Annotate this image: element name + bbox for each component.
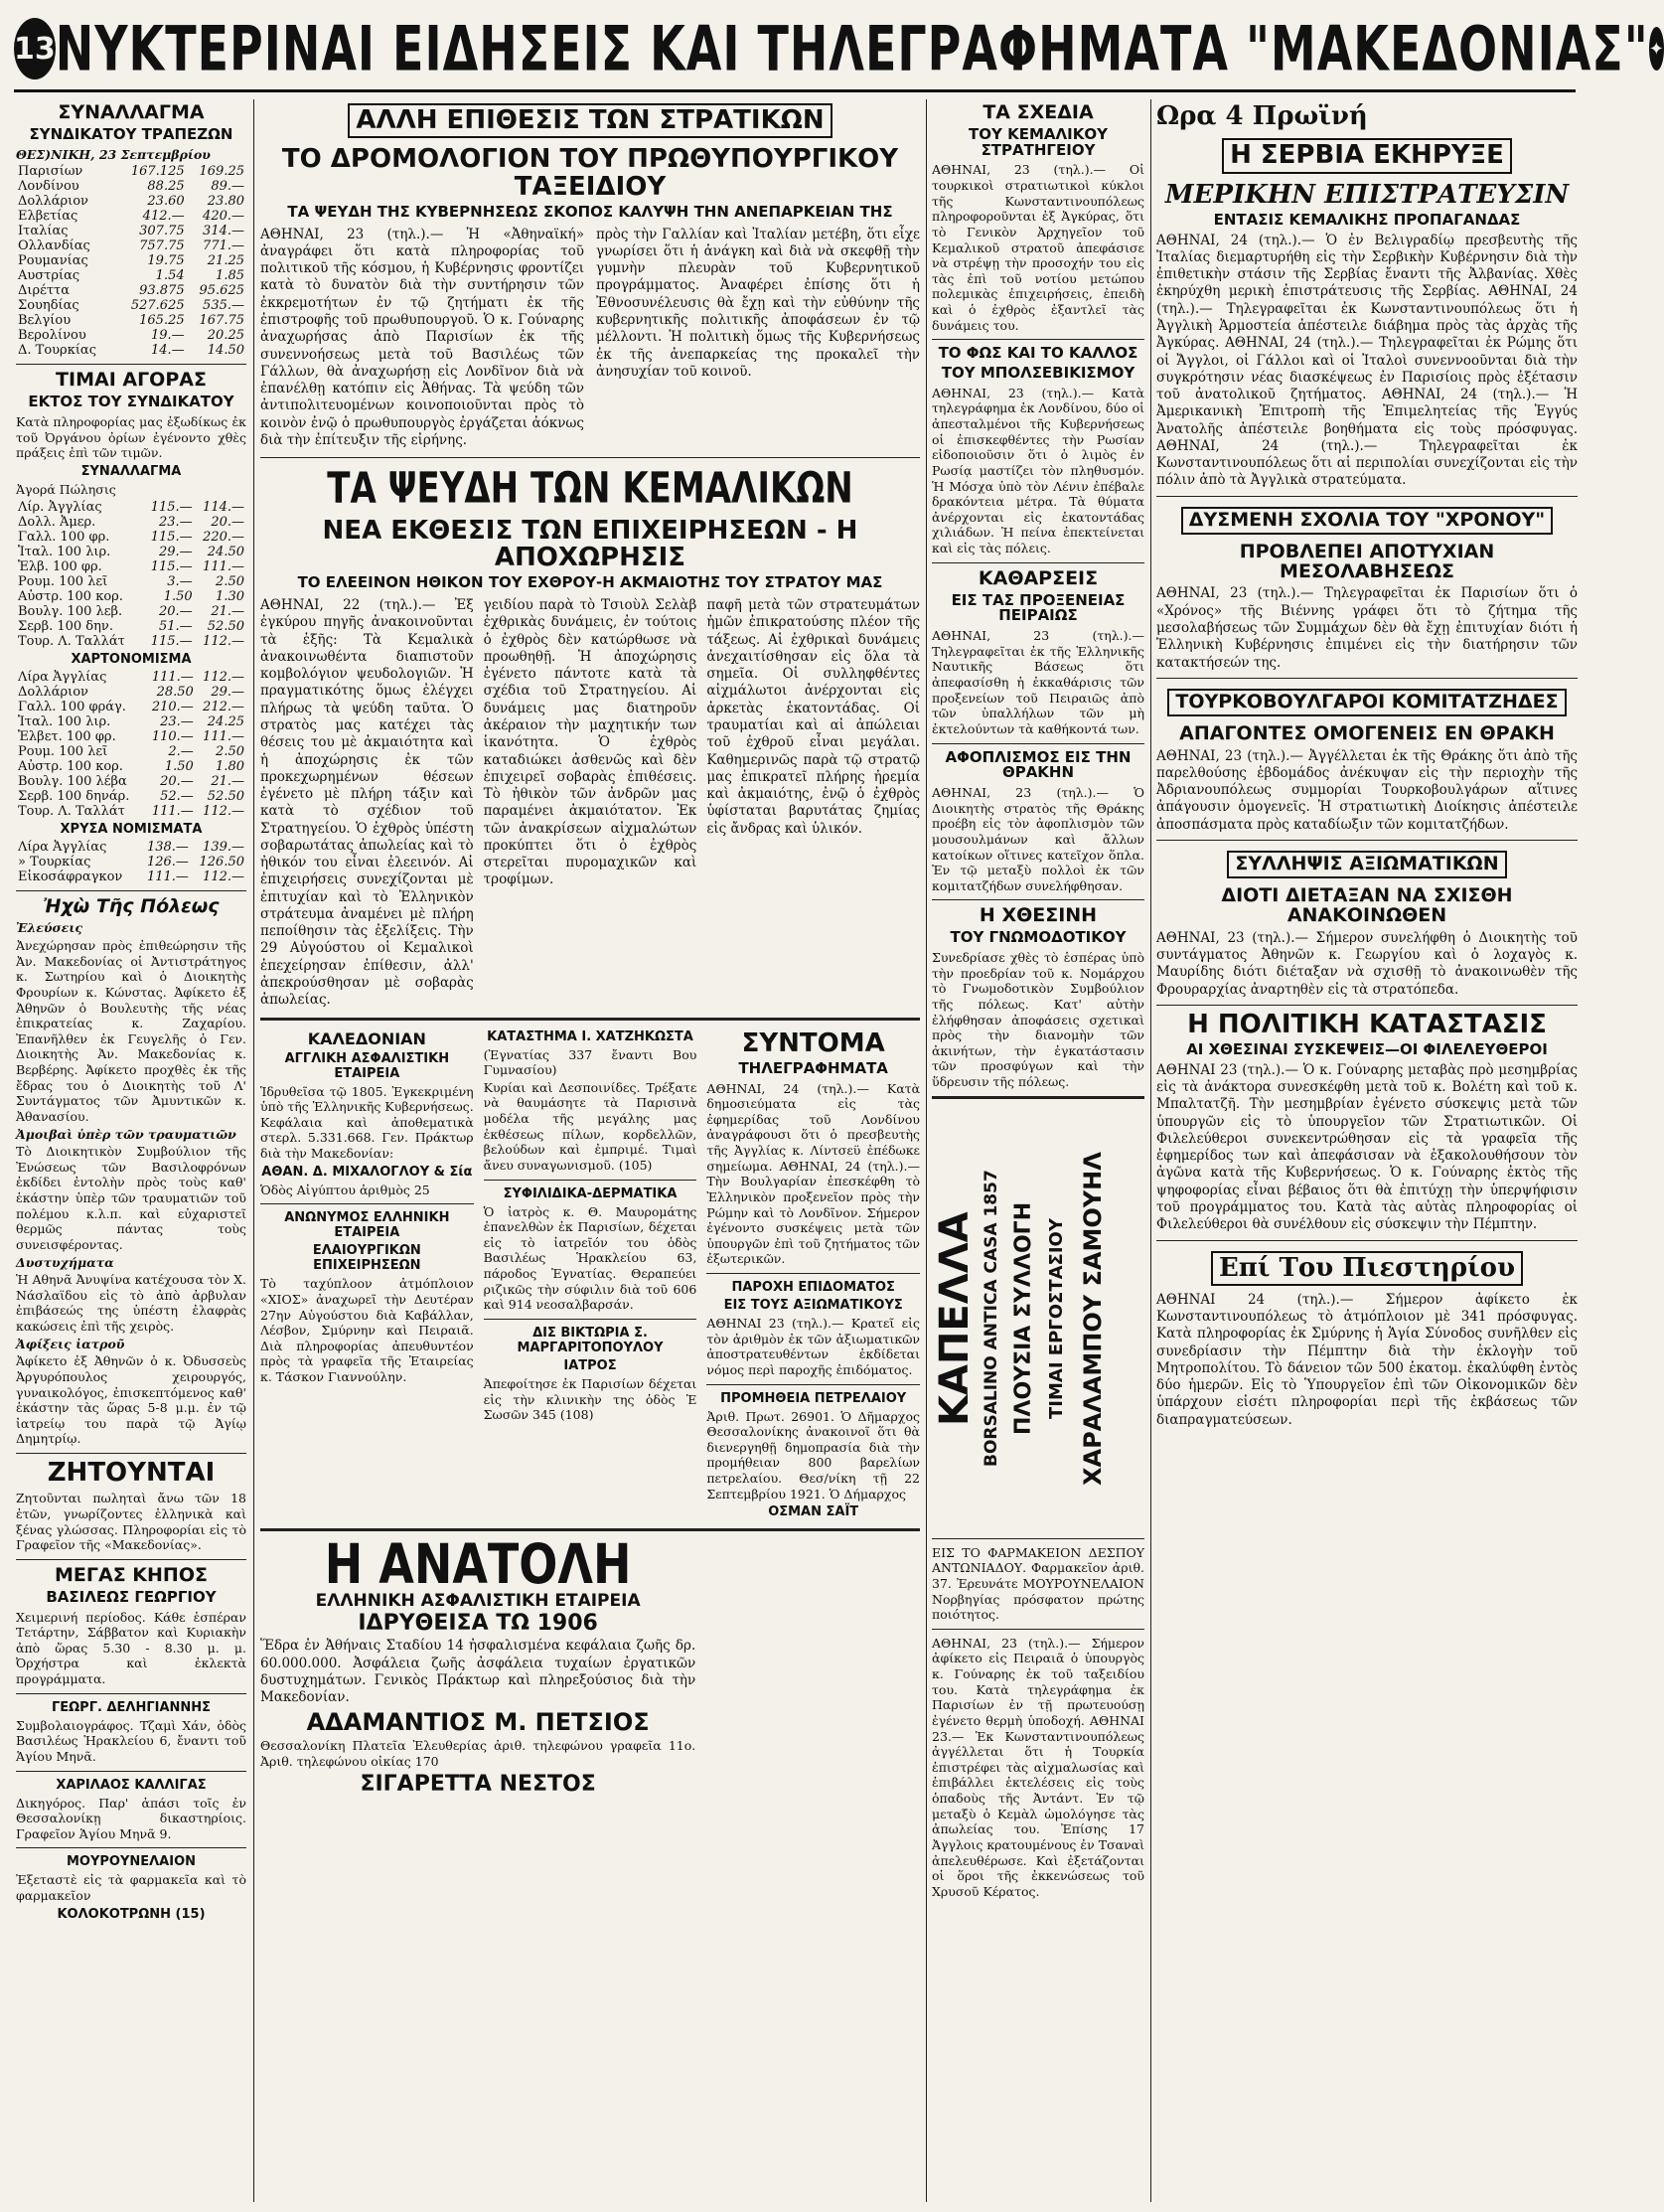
table-row (16, 238, 246, 253)
shop-title: ΚΑΤΑΣΤΗΜΑ Ι. ΧΑΤΖΗΚΩΣΤΑ (487, 1028, 693, 1044)
echo-text1: Ἀνεχώρησαν πρὸς ἐπιθεώρησιν τῆς Ἀν. Μακεδονίας οἱ Ἀντιστράτηγος κ. Σωτηρίου καὶ ὁ Διοικητὴς Φρουρίων κ. Κώνστας. Ἀφίκετο ἐξ Ἀθηνῶν ὁ Βουλευτὴς τῆς νέας ἐπικρατείας κ. Ζαχαρίου. Ἐπανῆλθεν ἐκ Γευγελῆς ὁ Γεν. Διοικητὴς Ἀν. Μακεδονίας κ. Βερβέρης. Ἀφίκετο προχθὲς ἐκ τῆς ἔδρας του ὁ Διοικητὴς τοῦ Λ' Συντάγματος τῶν Ἀμυντικῶν κ. Ἀθανασίου. (16, 938, 246, 1124)
serbia-sub: ΕΝΤΑΣΙΣ ΚΕΜΑΛΙΚΗΣ ΠΡΟΠΑΓΑΝΔΑΣ (1213, 210, 1521, 229)
table-row (16, 268, 246, 283)
hour-title: Ωρα 4 Πρωϊνή (1156, 101, 1368, 131)
rate-label: Λίρ. Ἀγγλίας (18, 499, 102, 515)
rate-value: 21.— (211, 773, 244, 789)
column-right (1156, 99, 1578, 2202)
rate-value: 23.80 (207, 194, 244, 210)
ad2-name: ΧΑΡΙΛΑΟΣ ΚΑΛΛΙΓΑΣ (56, 1777, 207, 1793)
rate-value: 51.— (158, 618, 193, 634)
column-centre (260, 99, 920, 2202)
table-row (16, 530, 246, 545)
oil-title: ΠΡΟΜΗΘΕΙΑ ΠΕΤΡΕΛΑΙΟΥ (720, 1390, 907, 1406)
press-box: Επί Του Πιεστηρίου (1211, 1251, 1523, 1286)
table-row (16, 619, 246, 634)
echo-title: Ἠχὼ Τῆς Πόλεως (43, 894, 220, 917)
table-row (16, 855, 246, 869)
rate-value: 95.625 (199, 283, 244, 299)
rate-value: 23.— (158, 514, 193, 530)
light-title: ΤΟ ΦΩΣ ΚΑΙ ΤΟ ΚΑΛΛΟΣ (938, 344, 1138, 363)
top-article-b: πρὸς τὴν Γαλλίαν καὶ Ἰταλίαν μετέβη, ὅτι εἶχε γνωρίσει ὅτι ἡ ἀνάγκη καὶ διὰ νὰ σκεφθῇ τὴν γυμνὴν πλευρὰν τοῦ Κυβερνητικοῦ προγράμματος. Ἀναφέρει ἐπίσης ὅτι ἡ Ἐθνοσυνέλευσις θὰ ἔχῃ καὶ τὴν εὐθύνην τῆς κυβερνητικῆς πολιτικῆς ἀποφάσεων ἐν τῷ μέλλοντι. Ἡ πολιτικὴ ὅμως τῆς Κυβερνήσεως ἐκ τῆς ἀνεπαρκείας της προκαλεῖ τὴν ἀνησυχίαν τοῦ κοινοῦ. (596, 226, 920, 380)
politics-headline: Η ΠΟΛΙΤΙΚΗ ΚΑΤΑΣΤΑΣΙΣ (1187, 1009, 1547, 1039)
exchange-title: ΣΥΝΑΛΛΑΓΜΑ (58, 101, 205, 123)
rate-value: 52.50 (207, 618, 244, 634)
gold-coins-table (16, 840, 246, 884)
rate-value: 112.— (203, 803, 244, 819)
seal-icon: ✦ (1649, 27, 1664, 71)
pension-text: ΑΘΗΝΑΙ 23 (τηλ.).— Κρατεῖ εἰς τὸν ἀριθμὸν ἐκ τῶν ἀξιωματικῶν ἀποστρατευθέντων ἐκδίδεται νόμος περὶ παροχῆς ἐπιδόματος. (706, 1316, 921, 1377)
table-row (16, 759, 246, 774)
rate-value: 2.50 (216, 573, 244, 589)
rate-value: 1.80 (216, 758, 244, 774)
top-article-a: ΑΘΗΝΑΙ, 23 (τηλ.).— Ἡ «Ἀθηναϊκή» ἀναγράφει ὅτι κατὰ πληροφορίας τοῦ πολιτικοῦ τῆς κόσμου, ἡ Κυβέρνησις φροντίζει κατὰ τὸ δυνατὸν διὰ τὴν συντήρησιν τῶν ἐκκρεμοτήτων ἐν τῷ ζητήματι ἐκ τῆς ἐπιστροφῆς τοῦ πρωθυπουργοῦ. Ὁ κ. Γούναρης ἀναχωρήσας ἀπὸ Παρισίων ἐκ τῆς συνεννοήσεως μετὰ τοῦ Βασιλέως τῶν Γάλλων, θὰ ἀναχωρήσῃ εἰς Λονδῖνον διὰ νὰ ἐπανέλθῃ κατόπιν εἰς Ἀθήνας. Τὰ ψεύδη τῶν ἀντιπολιτευομένων κοινοποιοῦνται πρὸς τὸ κοινὸν ἐνῷ ὁ πρωθυπουργὸς ἐργάζεται ἀόκνως διὰ τὴν ἐπίτευξιν τῆς εἰρήνης. (260, 226, 584, 448)
rate-label: Σερβ. 100 δηνάρ. (18, 788, 130, 804)
table-row (16, 840, 246, 855)
rate-label: Ἰταλ. 100 λιρ. (18, 544, 111, 559)
rate-value: 21.— (211, 603, 244, 619)
rate-value: 111.— (151, 669, 194, 685)
column-exchange (16, 99, 246, 2202)
rate-label: Αυστρίας (18, 268, 80, 284)
rate-label: Λίρα Ἀγγλίας (18, 669, 107, 685)
table-row (16, 545, 246, 559)
rate-label: Ἑλβετ. 100 φρ. (18, 728, 116, 744)
echo-text4: Ἀφίκετο ἐξ Ἀθηνῶν ὁ κ. Ὀδυσσεὺς Ἀργυρόπουλος χειρουργός, γυναικολόγος, ἐπισκεπτόμενος καθ' ἑκάστην τὰς ὥρας 5-8 μ.μ. ἐν τῷ ἰατρείῳ του παρὰ τῷ Ἀγίῳ Δημητρίῳ. (16, 1353, 246, 1447)
shop-sub: (Ἐγνατίας 337 ἔναντι Βου Γυμνασίου) (483, 1046, 697, 1078)
rate-label: Παρισίων (18, 164, 83, 180)
rate-value: 212.— (203, 699, 244, 714)
rate-label: Βουλγ. 100 λεβ. (18, 603, 123, 619)
table-row (16, 343, 246, 358)
serbia-box: Η ΣΕΡΒΙΑ ΕΚΗΡΥΞΕ (1222, 138, 1512, 173)
rate-value: 19.— (150, 328, 185, 344)
rate-value: 535.— (203, 298, 244, 314)
rate-label: Ολλανδίας (18, 238, 90, 254)
exchange-date: ΘΕΣ)ΝΙΚΗ, 23 Σεπτεμβρίου (16, 146, 211, 162)
draft-title: ΤΑ ΣΧΕΔΙΑ (983, 101, 1094, 123)
egypt-sub: ΕΛΑΙΟΥΡΓΙΚΩΝ ΕΠΙΧΕΙΡΗΣΕΩΝ (312, 1243, 421, 1274)
chronos-box: ΔΥΣΜΕΝΗ ΣΧΟΛΙΑ ΤΟΥ "ΧΡΟΝΟΥ" (1181, 507, 1553, 535)
rate-label: Δ. Τουρκίας (18, 343, 96, 359)
chronos-headline: ΠΡΟΒΛΕΠΕΙ ΑΠΟΤΥΧΙΑΝ ΜΕΣΟΛΑΒΗΣΕΩΣ (1239, 540, 1495, 582)
brief-title: ΣΥΝΤΟΜΑ (741, 1027, 885, 1058)
garden-title: ΜΕΓΑΣ ΚΗΠΟΣ (55, 1563, 208, 1586)
echo-sub2: Ἀμοιβαὶ ὑπὲρ τῶν τραυματιῶν (16, 1126, 236, 1142)
echo-sub3: Δυστυχήματα (16, 1254, 114, 1270)
rate-value: 307.75 (139, 224, 185, 239)
column-rule (253, 99, 254, 2202)
rate-label: Ἑλβ. 100 φρ. (18, 558, 102, 574)
masthead-title: ΝΥΚΤΕΡΙΝΑΙ ΕΙΔΗΣΕΙΣ ΚΑΙ ΤΗΛΕΓΡΑΦΗΜΑΤΑ "ΜΑΚΕΔΟΝΙΑΣ" (55, 12, 1649, 85)
mid-article-b: γειδίου παρὰ τὸ Τσιοὺλ Σελὰβ ἐχθρικὰς δυνάμεις, ἐν τούτοις ὁ ἐχθρὸς δὲν κατώρθωσε νὰ προωθηθῇ. Ἡ ἀποχώρησις ἐγένετο πάντοτε κατὰ τὰ σχέδια τοῦ Στρατηγείου. Αἱ δυνάμεις μας διατηροῦν ἀκέραιον τὴν μαχητικήν των ἱκανότητα. Ὁ ἐχθρὸς καταδιώκει ἀσθενῶς καὶ δὲν ἐπιχειρεῖ σοβαρὰς ἐπιθέσεις. Τὸ ἠθικὸν τῶν ἀνδρῶν μας παραμένει ἀκμαιότατον. Ἐκ τῶν ἀνακρίσεων αἰχμαλώτων προκύπτει ὅτι ὁ ἐχθρὸς στερεῖται πυρομαχικῶν καὶ τροφίμων. (483, 597, 697, 888)
rate-value: 111.— (151, 803, 194, 819)
rate-label: Τουρ. Λ. Ταλλάτ (18, 633, 125, 649)
table-row (16, 313, 246, 328)
hat-ad-line4: ΤΙΜΑΙ ΕΡΓΟΣΤΑΣΙΟΥ (1046, 1217, 1067, 1419)
rate-value: 126.50 (199, 854, 244, 869)
echo-text3: Ἡ Αθηνᾶ Ἀνυψίνα κατέχουσα τὸν Χ. Νάσλαϊδου εἰς τὸ ἀπὸ ἀρβυλαν ἐπιβάσεώς της ὑπέστη ἐλαφρὰς κακώσεις ἐπὶ τῆς χειρὸς. (16, 1272, 246, 1335)
draft-sub: ΤΟΥ ΚΕΜΑΛΙΚΟΥ ΣΤΡΑΤΗΓΕΙΟΥ (969, 124, 1108, 159)
rate-value: 111.— (203, 558, 244, 574)
rate-label: Δολλάριον (18, 684, 88, 700)
rate-label: Λονδίνου (18, 179, 79, 195)
rate-value: 14.50 (207, 343, 244, 359)
table-row (16, 789, 246, 804)
light-sub: ΤΟΥ ΜΠΟΛΣΕΒΙΚΙΣΜΟΥ (941, 364, 1135, 383)
rate-value: 112.— (203, 869, 244, 884)
paper-money-title: ΧΑΡΤΟΝΟΜΙΣΜΑ (71, 651, 192, 667)
hat-ad-line2: BORSALINO ANTICA CASA 1857 (982, 1170, 1001, 1468)
thrace-title: ΑΦΟΠΛΙΣΜΟΣ ΕΙΣ ΤΗΝ ΘΡΑΚΗΝ (945, 747, 1132, 782)
rate-value: 20.— (211, 514, 244, 530)
rate-value: 3.— (167, 573, 193, 589)
arrest-box: ΣΥΛΛΗΨΙΣ ΑΞΙΩΜΑΤΙΚΩΝ (1227, 851, 1506, 878)
column-rule (1150, 99, 1151, 2202)
anatoli-text: Ἕδρα ἐν Ἀθήναις Σταδίου 14 ἠσφαλισμένα κεφάλαια ζωῆς δρ. 60.000.000. Ἀσφάλεια ζωῆς ἀσφάλεια τυχαίων ἐργατικῶν δυστυχημάτων. Γενικὸς Πράκτωρ καὶ πληρεξούσιος διὰ τὴν Μακεδονίαν. (260, 1638, 696, 1706)
rate-value: 220.— (203, 529, 244, 545)
table-row (16, 298, 246, 313)
rate-label: » Τουρκίας (18, 854, 91, 869)
rate-label: Λίρα Ἀγγλίας (18, 839, 107, 855)
paper-money-table (16, 670, 246, 819)
caledonian-sub: ΑΓΓΛΙΚΗ ΑΣΦΑΛΙΣΤΙΚΗ ΕΤΑΙΡΕΙΑ (284, 1050, 450, 1081)
table-row (16, 670, 246, 685)
rate-value: 114.— (203, 499, 244, 515)
caledonian-title: ΚΑΛΕΔΟΝΙΑΝ (307, 1028, 426, 1048)
rate-value: 126.— (146, 854, 189, 869)
rate-value: 20.25 (207, 328, 244, 344)
top-subheadline: ΤΑ ΨΕΥΔΗ ΤΗΣ ΚΥΒΕΡΝΗΣΕΩΣ ΣΚΟΠΟΣ ΚΑΛΥΨΗ ΤΗΝ ΑΝΕΠΑΡΚΕΙΑΝ ΤΗΣ (287, 202, 893, 221)
rate-value: 1.30 (216, 588, 244, 604)
rate-value: 167.125 (130, 164, 185, 180)
rate-label: Διρέττα (18, 283, 71, 299)
light-text: ΑΘΗΝΑΙ, 23 (τηλ.).— Κατὰ τηλεγράφημα ἐκ Λονδίνου, δύο οἱ ἀπεσταλμένοι τῆς Κυβερνήσεως οἱ ἐπισκεφθέντες τὴν Ρωσίαν εἰδοποιοῦσιν ὅτι ὁ λιμὸς ἐν Ρωσίᾳ μαστίζει τὸν πληθυσμόν. Ἡ Μόσχα ὑπὸ τὸν Λένιν ἐπέβαλε δρακόντεια μέτρα. Τὰ θύματα ἀνέρχονται εἰς ἑκατοντάδας χιλιάδων. Ἡ πείνα ἐπεκτείνεται καὶ εἰς τὰς πόλεις. (932, 385, 1144, 556)
serbia-headline: ΜΕΡΙΚΗΝ ΕΠΙΣΤΡΑΤΕΥΣΙΝ (1164, 179, 1570, 210)
rate-value: 93.875 (139, 283, 185, 299)
anatoli-title: Η ΑΝΑΤΟΛΗ (324, 1531, 632, 1597)
rate-value: 23.60 (147, 194, 185, 210)
anatoli-foot: ΣΙΓΑΡΕΤΤΑ ΝΕΣΤΟΣ (360, 1771, 596, 1797)
column-rule (926, 99, 927, 2202)
syph-text: Ὁ ἰατρὸς κ. Θ. Μαυρομάτης ἐπανελθὼν ἐκ Παρισίων, δέχεται εἰς τὸ ἰατρεῖόν του ὁδὸς Βασιλέως Ἡρακλείου 63, πάροδος Ἐγνατίας. Θεραπεύει ριζικῶς τὴν σύφιλιν διὰ τοῦ 606 καὶ 914 νεοσαλβαρσάν. (483, 1203, 697, 1313)
gold-coins-title: ΧΡΥΣΑ ΝΟΜΙΣΜΑΤΑ (60, 821, 203, 837)
rate-value: 29.— (158, 544, 193, 559)
wanted-text: Ζητοῦνται πωληταὶ ἄνω τῶν 18 ἐτῶν, γνωρίζοντες ἑλληνικὰ καὶ ξένας γλώσσας. Πληροφορίαι εἰς τὸ Γραφεῖον τῆς «Μακεδονίας». (16, 1491, 246, 1553)
table-row (16, 515, 246, 530)
caledonian-text: Ἱδρυθεῖσα τῷ 1805. Ἐγκεκριμένη ὑπὸ τῆς Ἑλληνικῆς Κυβερνήσεως. Κεφάλαια καὶ ἀποθεματικὰ στερλ. 5.331.668. Γεν. Πράκτωρ διὰ τὴν Μακεδονίαν: (260, 1083, 474, 1161)
fx-columns: Ἀγορά Πώλησις (16, 481, 116, 497)
ad3-name2: ΚΟΛΟΚΟΤΡΩΝΗ (15) (57, 1906, 206, 1922)
egypt-text: Τὸ ταχύπλοον ἀτμόπλοιον «ΧΙΟΣ» ἀναχωρεῖ τὴν Δευτέραν 27ην Αὐγούστου διὰ Καβάλλαν, Λέσβον, Σμύρνην καὶ Πειραιᾶ. Διὰ πληροφορίας ἀπευθυντέον πρὸς τὰ γραφεῖα τῆς Ἑταιρείας κ. Τάσκον Γιαννούλην. (260, 1276, 474, 1384)
ad1-name: ΓΕΩΡΓ. ΔΕΛΗΓΙΑΝΝΗΣ (51, 1699, 212, 1715)
hat-advertisement (932, 1105, 1144, 1532)
rate-value: 420.— (203, 209, 244, 225)
rate-value: 111.— (146, 869, 189, 884)
mid-box-headline: ΤΑ ΨΕΥΔΗ ΤΩΝ ΚΕΜΑΛΙΚΩΝ (327, 463, 853, 514)
rate-value: 28.50 (156, 684, 194, 700)
mid-subheadline: ΤΟ ΕΛΕΕΙΝΟΝ ΗΘΙΚΟΝ ΤΟΥ ΕΧΘΡΟΥ-Η ΑΚΜΑΙΟΤΗΣ ΤΟΥ ΣΤΡΑΤΟΥ ΜΑΣ (297, 573, 883, 592)
brief-text: ΑΘΗΝΑΙ, 24 (τηλ.).— Κατὰ δημοσιεύματα εἰς τὰς ἐφημερίδας τοῦ Λονδίνου ἀναγράφουσι ὅτι ὁ πρεσβευτὴς τῆς Ἀγγλίας κ. Λίντσεϋ ἐπέδωκε σημείωμα. ΑΘΗΝΑΙ, 24 (τηλ.).— Τὴν Βουλγαρίαν ἐπεσκέφθη τὸ Ἐλληνικὸν προξενεῖον πρὸς τὴν Ρώμην καὶ τὸ Λονδῖνον. Σήμερον ἐγένοντο συσκέψεις μετὰ τῶν ὑπουργῶν ἐπὶ τοῦ ζητήματος τῶν ἐξωτερικῶν. (706, 1080, 921, 1267)
exchange-subtitle: ΣΥΝΔΙΚΑΤΟΥ ΤΡΑΠΕΖΩΝ (29, 124, 233, 143)
top-headline: ΤΟ ΔΡΟΜΟΛΟΓΙΟΝ ΤΟΥ ΠΡΩΘΥΠΟΥΡΓΙΚΟΥ ΤΑΞΕΙΔΙΟΥ (281, 144, 899, 202)
table-row (16, 283, 246, 298)
fx-table (16, 500, 246, 649)
rate-value: 19.75 (147, 253, 185, 269)
clean-sub: ΕΙΣ ΤΑΣ ΠΡΟΞΕΝΕΙΑΣ ΠΕΙΡΑΙΩΣ (951, 590, 1126, 625)
rate-value: 23.— (160, 713, 194, 729)
table-row (16, 253, 246, 268)
rate-value: 88.25 (147, 179, 185, 195)
rate-label: Τουρ. Λ. Ταλλάτ (18, 803, 125, 819)
shop-text: Κυρίαι καὶ Δεσποινίδες. Τρέξατε νὰ θαυμάσητε τὰ Παρισινὰ μοδέλα τῆς μεγάλης μας ἐκθέσεως πίλων, κορδελλῶν, βελούδων καὶ ἐμπριμέ. Τιμαὶ ἄνευ συναγωνισμοῦ. (105) (483, 1079, 697, 1173)
caledonian-agent: ΑΘΑΝ. Δ. ΜΙΧΑΛΟΓΛΟΥ & Σία (261, 1164, 473, 1180)
market-subtitle: ΕΚΤΟΣ ΤΟΥ ΣΥΝΔΙΚΑΤΟΥ (28, 393, 234, 411)
rate-label: Σουηδίας (18, 298, 79, 314)
rate-value: 412.— (142, 209, 185, 225)
mid-article-a: ΑΘΗΝΑΙ, 22 (τηλ.).— Ἐξ ἐγκύρου πηγῆς ἀνακοινοῦνται τὰ ἑξῆς: Τὰ Κεμαλικὰ ἀνακοινωθέντα διαπιστοῦν κομβολόγιον ψευδολογιῶν. Ἡ πραγματικότης ὅμως ἐλέγχει πλήρως τὰ ψεύδη ταῦτα. Ὁ στρατὸς μας κατέχει τὰς θέσεις του μὲ ἀκμαιότητα καὶ ἡ ἀποχώρησις ἐκ τῶν προκεχωρημένων θέσεων ἐγένετο μὲ πλήρη τάξιν καὶ κατὰ τὸ σχέδιον τοῦ Στρατηγείου. Ὁ ἐχθρὸς ὑπέστη σοβαρωτάτας ἀπωλείας καὶ τὸ ἠθικόν του εἶναι ἐλεεινόν. Αἱ ἐπιχειρήσεις συνεχίζονται μὲ ἐπιτυχίαν καὶ τὸ Ἑλληνικὸν στράτευμα ἀναμένει μὲ πλήρη πεποίθησιν τὰς ἐξελίξεις. Τὴν 29 Αὐγούστου οἱ Κεμαλικοὶ ἐπεχείρησαν ἐπίθεσιν, ἀλλ' ἀπεκρούσθησαν μὲ σοβαρὰς ἀπωλείας. (260, 597, 474, 1009)
rate-value: 24.25 (207, 713, 244, 729)
draft-text: ΑΘΗΝΑΙ, 23 (τηλ.).— Οἱ τουρκικοὶ στρατιωτικοὶ κύκλοι τῆς Κωνσταντινουπόλεως πληροφοροῦνται ἐξ Ἀγκύρας, ὅτι τὸ Γενικὸν Ἀρχηγεῖον τοῦ Κεμαλικοῦ στρατοῦ ἀπεφάσισε νὰ στρέψῃ τὴν προσοχήν του εἰς τὰς ἐπὶ τοῦ νοτίου μετώπου πολεμικὰς ἐπιχειρήσεις, ἐπειδὴ καὶ ὁ ἐχθρὸς ἐξαντλεῖ τὰς δυνάμεις του. (932, 162, 1144, 333)
table-row (16, 194, 246, 209)
rate-value: 112.— (203, 633, 244, 649)
brief-sub: ΤΗΛΕΓΡΑΦΗΜΑΤΑ (738, 1058, 888, 1077)
pension-title: ΠΑΡΟΧΗ ΕΠΙΔΟΜΑΤΟΣ (731, 1280, 895, 1296)
rate-label: Δολλάριον (18, 194, 88, 210)
table-row (16, 714, 246, 729)
rate-value: 165.25 (139, 313, 185, 329)
table-row (16, 729, 246, 744)
oil-text: Ἀριθ. Πρωτ. 26901. Ὁ Δῆμαρχος Θεσσαλονίκης ἀνακοινοῖ ὅτι θὰ διενεργηθῇ δημοπρασία διὰ τὴν προμήθειαν 800 βαρελίων πετρελαίου. Θεσ/νίκη τῇ 22 Σεπτεμβρίου 1921. Ὁ Δήμαρχος (706, 1408, 921, 1501)
rate-value: 1.85 (216, 268, 244, 284)
table-row (16, 804, 246, 819)
rate-value: 757.75 (139, 238, 185, 254)
rate-value: 139.— (203, 839, 244, 855)
hat-ad-line5: ΧΑΡΑΛΑΜΠΟΥ ΣΑΜΟΥΗΛ (1079, 1151, 1107, 1486)
council-title: Η ΧΘΕΣΙΝΗ (979, 904, 1098, 927)
clean-text: ΑΘΗΝΑΙ, 23 (τηλ.).— Τηλεγραφεῖται ἐκ τῆς Ἑλληνικῆς Ναυτικῆς Βάσεως ὅτι ἀπεφασίσθη ἡ ἐκκαθάρισις τῶν προξενείων τοῦ Πειραιῶς ἀπὸ τῶν ὑπαλλήλων τῶν μὴ ἐκτελούντων τὰ καθήκοντά των. (932, 628, 1144, 736)
rate-value: 115.— (150, 499, 193, 515)
rate-value: 2.— (168, 743, 194, 759)
echo-sub4: Ἀφίξεις ἰατροῦ (16, 1336, 125, 1351)
table-row (16, 224, 246, 238)
rate-value: 115.— (150, 529, 193, 545)
rate-label: Ιταλίας (18, 224, 69, 239)
rate-label: Γαλλ. 100 φρ. (18, 529, 110, 545)
table-row (16, 164, 246, 179)
echo-text2: Τὸ Διοικητικὸν Συμβούλιον τῆς Ἐνώσεως τῶν Βασιλοφρόνων ἐκδίδει ἐντολὴν πρὸς τοὺς καθ' ἑκάστην ὑπὲρ τῶν τραυματιῶν τοῦ πολέμου κ.λ.π. καὶ εὐχαριστεῖ θερμῶς πάντας τοὺς συνεισφέροντας. (16, 1144, 246, 1252)
ad1-text: Συμβολαιογράφος. Τζαμὶ Χάν, ὁδὸς Βασιλέως Ἡρακλείου 6, ἔναντι τοῦ Ἁγίου Μηνᾶ. (16, 1717, 246, 1764)
rate-value: 167.75 (199, 313, 244, 329)
chronos-text: ΑΘΗΝΑΙ, 23 (τηλ.).— Τηλεγραφεῖται ἐκ Παρισίων ὅτι ὁ «Χρόνος» τῆς Βιέννης γράφει ὅτι τὸ ζήτημα τῆς μεσολαβήσεως τῶν Συμμάχων δὲν θὰ ἔχῃ ἐπιτυχίαν διότι ἡ Ἑλληνικὴ Κυβέρνησις ἐπιμένει εἰς τὴν διατήρησιν τῶν κατακτήσεών της. (1156, 585, 1578, 671)
table-row (16, 869, 246, 884)
rate-value: 14.— (150, 343, 185, 359)
rate-value: 89.— (211, 179, 244, 195)
council-text: Συνεδρίασε χθὲς τὸ ἑσπέρας ὑπὸ τὴν προεδρίαν τοῦ κ. Νομάρχου τὸ Γνωμοδοτικὸν Συμβούλιον τῆς πόλεως. Κατ' αὐτὴν ἐλήφθησαν ἀποφάσεις σχετικαὶ πρὸς τὴν διανομὴν τῶν ἀκινήτων, τὴν ἐγκατάστασιν τῶν προσφύγων καὶ τὴν ὕδρευσιν τῆς πόλεως. (932, 950, 1144, 1090)
comit-text: ΑΘΗΝΑΙ, 23 (τηλ.).— Ἀγγέλλεται ἐκ τῆς Θράκης ὅτι ἀπὸ τῆς παρελθούσης ἑβδομάδος ἀνέκυψαν εἰς τὴν περιοχὴν τῆς Ἀδριανουπόλεως συμμορίαι Τουρκοβουλγάρων αἵτινες ἀπάγουσιν ὁμογενεῖς. Ἡ στρατιωτικὴ Διοίκησις ἀπέστειλε ἀποσπάσματα πρὸς καταδίωξιν τῶν κομιτατζήδων. (1156, 747, 1578, 833)
ad3-text: Ἐξεταστὲ εἰς τὰ φαρμακεῖα καὶ τὸ φαρμακεῖον (16, 1872, 246, 1904)
top-box-headline: ΑΛΛΗ ΕΠΙΘΕΣΙΣ ΤΩΝ ΣΤΡΑΤΙΚΩΝ (348, 103, 832, 138)
bottom-news-text: ΑΘΗΝΑΙ, 23 (τηλ.).— Σήμερον ἀφίκετο εἰς Πειραιᾶ ὁ ὑπουργὸς κ. Γούναρης ἐκ τοῦ ταξειδίου του. Κατὰ τηλεγράφημα ἐκ Παρισίων ἐν τῇ πρωτευούσῃ ἐγένετο θερμὴ ὑποδοχή. ΑΘΗΝΑΙ 23.— Ἐκ Κωνσταντινουπόλεως ἀγγέλλεται ὅτι ἡ Τουρκία ἐπιστρέφει τὰς αἰχμαλωσίας καὶ ἐπιβάλλει ἐκτελέσεις εἰς τοὺς ὁπαδοὺς τῆς Ἀντάντ. Ἐν τῷ μεταξὺ ὁ Κεμὰλ ὡμολόγησε τὰς ἀπωλείας του. Ἐπίσης 17 Ἀγγλοις κρατουμένους ἐν Τσαναὶ ἀπελευθέρωσε. Καὶ ἐξετάζονται οἱ ὅροι τῆς ἐκκενώσεως τοῦ Χρυσοῦ Κέρατος. (932, 1635, 1144, 1899)
table-row (16, 559, 246, 574)
mid-article-c: παφῆ μετὰ τῶν στρατευμάτων ἡμῶν ἐπικρατούσης πλέον τῆς τάξεως. Αἱ ἐχθρικαὶ δυνάμεις ἀνεχαιτίσθησαν εἰς ὅλα τὰ σημεῖα. Οἱ συλληφθέντες αἰχμάλωτοι ἀνέρχονται εἰς ἀρκετὰς ἑκατοντάδας. Οἱ τραυματίαι καὶ αἱ ἀπώλειαι τοῦ ἐχθροῦ εἶναι μεγάλαι. Καθημερινῶς παρὰ τῷ στρατῷ μας ἐπικρατεῖ πλήρης ἠρεμία καὶ ἀκμαιότης, ἐνῷ ὁ ἐχθρὸς ὑφίσταται βαρυτάτας ζημίας εἰς ἄνδρας καὶ ὑλικόν. (706, 597, 921, 837)
market-text: Κατὰ πληροφορίας μας ἐξωδίκως ἐκ τοῦ Ὀργάνου ὀρίων ἐγένοντο χθὲς πράξεις ἐπὶ τῶν τιμῶν. (16, 414, 246, 461)
table-row (16, 744, 246, 759)
anatoli-founded: ΙΔΡΥΘΕΙΣΑ ΤΩ 1906 (358, 1611, 598, 1637)
arrest-headline: ΔΙΟΤΙ ΔΙΕΤΑΞΑΝ ΝΑ ΣΧΙΣΘΗ ΑΝΑΚΟΙΝΩΘΕΝ (1221, 883, 1513, 926)
anatoli-agent: ΑΔΑΜΑΝΤΙΟΣ Μ. ΠΕΤΣΙΟΣ (306, 1708, 650, 1737)
rate-label: Αὐστρ. 100 κορ. (18, 758, 123, 774)
rate-value: 29.— (211, 684, 244, 700)
caledonian-addr: Ὁδὸς Αἰγύπτου ἀριθμὸς 25 (260, 1182, 430, 1197)
rate-value: 110.— (151, 728, 194, 744)
table-row (16, 604, 246, 619)
rate-value: 52.50 (207, 788, 244, 804)
press-text: ΑΘΗΝΑΙ 24 (τηλ.).— Σήμερον ἀφίκετο ἐκ Κωνσταντινουπόλεως τὸ ἀτμόπλοιον μὲ 341 πρόσφυγας. Κατὰ πληροφορίας ἐκ Σμύρνης ἡ Ἁγία Σύνοδος συνῆλθεν εἰς συνεδρίασιν τὴν Πέμπτην διὰ τὴν ἐκλογὴν τοῦ Μητροπολίτου. Τὸ δάνειον τῶν 500 ἑκατομ. ἐκαλύφθη ἐντὸς δύο ἡμερῶν. Εἰς τὸ Ὑπουργεῖον ἐπὶ τῶν Οἰκονομικῶν δὲν ὑπάρχουν εἰσέτι πληροφορίαι περὶ τῆς ἐκβάσεως τῶν διαπραγματεύσεων. (1156, 1291, 1578, 1428)
rate-label: Βερολίνου (18, 328, 86, 344)
table-row (16, 774, 246, 789)
doctor-sub: ΙΑΤΡΟΣ (563, 1357, 617, 1373)
rate-value: 1.54 (155, 268, 185, 284)
table-row (16, 209, 246, 224)
echo-sub1: Ἐλεύσεις (16, 920, 82, 936)
table-row (16, 500, 246, 515)
column-third (932, 99, 1144, 2202)
rate-label: Γαλλ. 100 φράγ. (18, 699, 126, 714)
egypt-title: ΑΝΩΝΥΜΟΣ ΕΛΛΗΝΙΚΗ ΕΤΑΙΡΕΙΑ (284, 1210, 450, 1241)
rate-label: Ρουμ. 100 λεῖ (18, 573, 108, 589)
rate-value: 138.— (146, 839, 189, 855)
rate-value: 112.— (203, 669, 244, 685)
table-row (16, 574, 246, 589)
rate-label: Αὐστρ. 100 κορ. (18, 588, 123, 604)
rate-value: 314.— (203, 224, 244, 239)
fx-title: ΣΥΝΑΛΛΑΓΜΑ (80, 463, 182, 479)
table-row (16, 179, 246, 194)
comit-headline: ΑΠΑΓΟΝΤΕΣ ΟΜΟΓΕΝΕΙΣ ΕΝ ΘΡΑΚΗ (1179, 721, 1555, 744)
thrace-text: ΑΘΗΝΑΙ, 23 (τηλ.).— Ὁ Διοικητὴς στρατὸς τῆς Θράκης προέβη εἰς τὸν ἀφοπλισμὸν τῶν μουσουλμάνων καὶ ἄλλων κατοίκων οἵτινες κατεῖχον ὅπλα. Ἐν τῷ μεταξὺ πολλοὶ ἐκ τῶν κομιτατζήδων συνελήφθησαν. (932, 785, 1144, 893)
rate-value: 21.25 (207, 253, 244, 269)
rate-value: 1.50 (164, 758, 194, 774)
pharmacy-text: ΕΙΣ ΤΟ ΦΑΡΜΑΚΕΙΟΝ ΔΕΣΠΟΥ ΑΝΤΩΝΙΑΔΟΥ. Φαρμακεῖον ἀριθ. 37. Ἐρευνάτε ΜΟΥΡΟΥΝΕΛΑΙΟΝ Νορβηγίας πρόσφατον πρώτης ποιότητος. (932, 1544, 1144, 1623)
ad2-text: Δικηγόρος. Παρ' ἀπάσι τοῖς ἐν Θεσσαλονίκῃ δικαστηρίοις. Γραφεῖον Ἁγίου Μηνᾶ 9. (16, 1795, 246, 1841)
oil-sign: ΟΣΜΑΝ ΣΑΪΤ (768, 1504, 859, 1520)
rate-label: Ἰταλ. 100 λιρ. (18, 713, 111, 729)
masthead (14, 8, 1664, 92)
mid-headline: ΝΕΑ ΕΚΘΕΣΙΣ ΤΩΝ ΕΠΙΧΕΙΡΗΣΕΩΝ - Η ΑΠΟΧΩΡΗΣΙΣ (322, 515, 858, 573)
syph-title: ΣΥΦΙΛΙΔΙΚΑ-ΔΕΡΜΑΤΙΚΑ (503, 1185, 678, 1201)
serbia-text: ΑΘΗΝΑΙ, 24 (τηλ.).— Ὁ ἐν Βελιγραδίῳ πρεσβευτὴς τῆς Ἰταλίας διεμαρτυρήθη εἰς τὴν Σερβικὴν Κυβέρνησιν διὰ τὴν ἐπιθετικὴν στάσιν τῆς Σερβίας ἔναντι τῆς Ἀλβανίας. Χθὲς ἐκηρύχθη μερικὴ ἐπιστράτευσις τῆς Σερβίας. ΑΘΗΝΑΙ, 24 (τηλ.).— Τηλεγραφεῖται ἐκ Κωνσταντινουπόλεως ὅτι ἡ Ἀγγλικὴ Ἁρμοστεία ἀπέστειλε διάβημα πρὸς τὰς ἀρχὰς τῆς Ἀγκύρας. ΑΘΗΝΑΙ, 24 (τηλ.).— Τηλεγραφεῖται ἐκ Ρώμης ὅτι οἱ Ἄγγλοι, οἱ Γάλλοι καὶ οἱ Ἰταλοὶ συνεννοοῦνται διὰ τὴν συγκρότησιν νέας διασκέψεως ἐν Παρισίοις πρὸς ἐξέτασιν τοῦ ἀνατολικοῦ ζητήματος. ΑΘΗΝΑΙ, 24 (τηλ.).— Ἡ Ἀμερικανικὴ Ἐπιτροπὴ τῆς Ἐπιμελητείας τῆς Ἐγγύς Ἀνατολῆς ἀπέστειλε βοηθήματα εἰς τοὺς πρόσφυγας. ΑΘΗΝΑΙ, 24 (τηλ.).— Τηλεγραφεῖται ἐκ Κωνσταντινουπόλεως ὅτι αἱ περιπολίαι συνεχίζονται εἰς τὴν πόλιν ἀπὸ τὰ Ἀγγλικὰ στρατεύματα. (1156, 232, 1578, 489)
exchange-rates-table (16, 164, 246, 358)
rate-value: 20.— (160, 773, 194, 789)
garden-subtitle: ΒΑΣΙΛΕΩΣ ΓΕΩΡΓΙΟΥ (46, 1587, 217, 1606)
table-row (16, 589, 246, 604)
rate-value: 2.50 (216, 743, 244, 759)
politics-sub: ΑΙ ΧΘΕΣΙΝΑΙ ΣΥΣΚΕΨΕΙΣ—ΟΙ ΦΙΛΕΛΕΥΘΕΡΟΙ (1186, 1040, 1548, 1059)
rate-label: Σερβ. 100 δην. (18, 618, 113, 634)
table-row (16, 685, 246, 700)
rate-value: 527.625 (130, 298, 185, 314)
rate-value: 115.— (150, 558, 193, 574)
rate-label: Ρουμανίας (18, 253, 88, 269)
rate-label: Εἰκοσάφραγκον (18, 869, 123, 884)
garden-text: Χειμερινή περίοδος. Κάθε ἑσπέραν Τετάρτην, Σάββατον καὶ Κυριακὴν ἀπὸ ὥρας 5.30 - 8.30 μ. μ. Ὀρχήστρα καὶ ἐκλεκτὰ προγράμματα. (16, 1609, 246, 1687)
issue-number-badge: 13 (14, 18, 56, 79)
anatoli-addr: Θεσσαλονίκη Πλατεῖα Ἐλευθερίας ἀριθ. τηλεφώνου γραφεῖα 11ο. Ἀριθ. τηλεφώνου οἰκίας 170 (260, 1738, 696, 1769)
table-row (16, 328, 246, 343)
anatoli-sub: ΕΛΛΗΝΙΚΗ ΑΣΦΑΛΙΣΤΙΚΗ ΕΤΑΙΡΕΙΑ (315, 1591, 641, 1612)
rate-value: 115.— (150, 633, 193, 649)
doctor-title: ΔΙΣ ΒΙΚΤΩΡΙΑ Σ. ΜΑΡΓΑΡΙΤΟΠΟΥΛΟΥ (517, 1325, 664, 1355)
comit-box: ΤΟΥΡΚΟΒΟΥΛΓΑΡΟΙ ΚΟΜΙΤΑΤΖΗΔΕΣ (1167, 689, 1566, 716)
table-row (16, 634, 246, 649)
rate-value: 210.— (151, 699, 194, 714)
hat-ad-line3: ΠΛΟΥΣΙΑ ΣΥΛΛΟΓΗ (1011, 1201, 1036, 1435)
market-title: ΤΙΜΑΙ ΑΓΟΡΑΣ (56, 369, 207, 392)
rate-value: 771.— (203, 238, 244, 254)
rate-label: Δολλ. Ἀμερ. (18, 514, 96, 530)
hat-ad-line1: ΚΑΠΕΛΛΑ (932, 1210, 978, 1426)
clean-title: ΚΑΘΑΡΣΕΙΣ (978, 566, 1099, 589)
rate-value: 1.50 (163, 588, 193, 604)
rate-value: 169.25 (199, 164, 244, 180)
council-sub: ΤΟΥ ΓΝΩΜΟΔΟΤΙΚΟΥ (950, 928, 1127, 947)
rate-label: Βελγίου (18, 313, 72, 329)
wanted-heading: ΖΗΤΟΥΝΤΑΙ (47, 1458, 216, 1489)
rate-label: Ελβετίας (18, 209, 78, 225)
table-row (16, 700, 246, 714)
rate-value: 24.50 (207, 544, 244, 559)
rate-label: Βουλγ. 100 λέβα (18, 773, 127, 789)
politics-text: ΑΘΗΝΑΙ 23 (τηλ.).— Ὁ κ. Γούναρης μεταβὰς πρὸ μεσημβρίας εἰς τὰ ἀνάκτορα συνεσκέφθη μετὰ τοῦ κ. Βολέτη καὶ τοῦ κ. Μπαλτατζῆ. Τὴν μεσημβρίαν ἐγένετο σύσκεψις μετὰ τῶν ὑπουργῶν εἰς τὸ ὑπουργεῖον τῶν Στρατιωτικῶν. Οἱ Φιλελεύθεροι συνεκεντρώθησαν εἰς τὰ γραφεῖα τῆς ἐφημερίδος των καὶ ἀπεφάσισαν νὰ ἐξακολουθήσουν τὸν ἀγῶνα κατὰ τῆς Κυβερνήσεως. Ὁ κ. Γούναρης ἐκτὸς τῆς ψηφοφορίας εἶναι βέβαιος ὅτι θὰ ἐπιτύχῃ τὴν ὑπερψήφισιν τοῦ προγράμματος του. Κατὰ τὰς αὐτὰς πληροφορίας οἱ Φιλελεύθεροι θὰ συνέλθουν εἰς σύσκεψιν τὴν Πέμπτην. (1156, 1061, 1578, 1233)
rate-label: Ρουμ. 100 λεῖ (18, 743, 108, 759)
arrest-text: ΑΘΗΝΑΙ, 23 (τηλ.).— Σήμερον συνελήφθη ὁ Διοικητὴς τοῦ συντάγματος Ἀθηνῶν κ. Γεωργίου καὶ ὁ λοχαγὸς κ. Μαυρίδης διότι διέταξαν νὰ σχισθῇ τὸ ἀνακοινωθὲν τῆς Φρουραρχίας ἀναρτηθὲν εἰς τὰ στρατόπεδα. (1156, 929, 1578, 998)
doctor-text: Ἀπεφοίτησε ἐκ Παρισίων δέχεται εἰς τὴν κλινικὴν της ὁδὸς Ἑ Σωσῶν 345 (108) (483, 1375, 697, 1423)
rate-value: 52.— (160, 788, 194, 804)
ad3-name: ΜΟΥΡΟΥΝΕΛΑΙΟΝ (66, 1854, 197, 1870)
rate-value: 111.— (203, 728, 244, 744)
pension-sub: ΕΙΣ ΤΟΥΣ ΑΞΙΩΜΑΤΙΚΟΥΣ (723, 1298, 903, 1314)
rate-value: 20.— (158, 603, 193, 619)
